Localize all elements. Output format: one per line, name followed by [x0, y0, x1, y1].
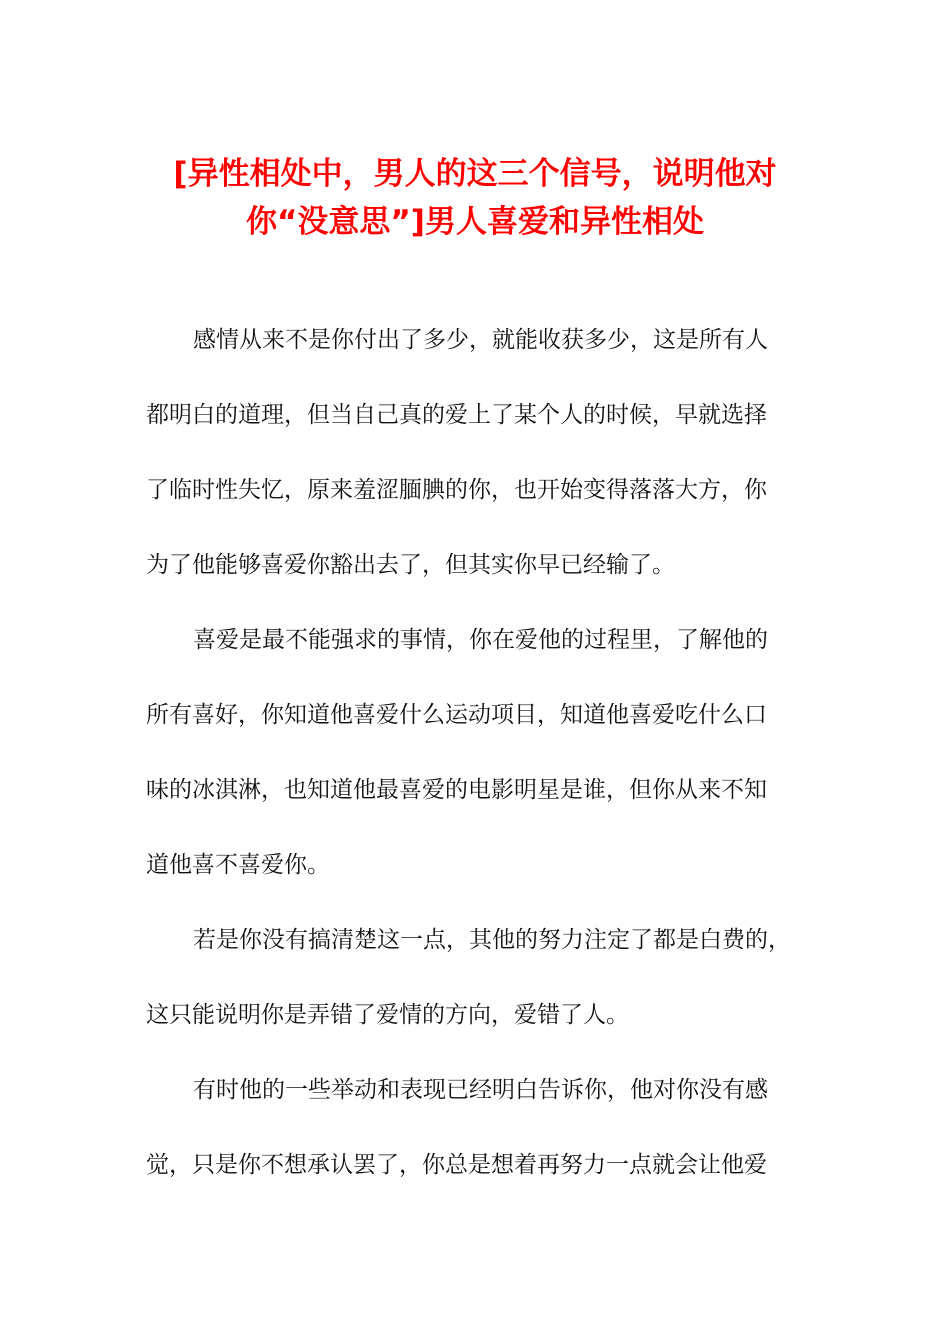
paragraph-3-line-2: 这只能说明你是弄错了爱情的方向，爱错了人。 [146, 1002, 629, 1028]
paragraph-1-line-3: 了临时性失忆，原来羞涩腼腆的你，也开始变得落落大方，你 [146, 477, 767, 503]
paragraph-1-line-4: 为了他能够喜爱你豁出去了，但其实你早已经输了。 [146, 552, 675, 578]
paragraph-2-line-1: 喜爱是最不能强求的事情，你在爱他的过程里，了解他的 [193, 627, 768, 653]
paragraph-3-line-1: 若是你没有搞清楚这一点，其他的努力注定了都是白费的， [193, 927, 791, 953]
paragraph-4-line-2: 觉，只是你不想承认罢了，你总是想着再努力一点就会让他爱 [146, 1152, 767, 1178]
paragraph-1-line-1: 感情从来不是你付出了多少，就能收获多少，这是所有人 [193, 327, 768, 353]
title-line-1: [异性相处中，男人的这三个信号，说明他对 [173, 156, 777, 192]
paragraph-4-line-1: 有时他的一些举动和表现已经明白告诉你，他对你没有感 [193, 1077, 768, 1103]
paragraph-2-line-3: 味的冰淇淋，也知道他最喜爱的电影明星是谁，但你从来不知 [146, 777, 767, 803]
document-title [100, 150, 850, 246]
paragraph-1-line-2: 都明白的道理，但当自己真的爱上了某个人的时候，早就选择 [146, 402, 767, 428]
title-line-2: 你“没意思”]男人喜爱和异性相处 [246, 204, 704, 240]
paragraph-2-line-2: 所有喜好，你知道他喜爱什么运动项目，知道他喜爱吃什么口 [146, 702, 767, 728]
paragraph-2-line-4: 道他喜不喜爱你。 [146, 852, 330, 878]
